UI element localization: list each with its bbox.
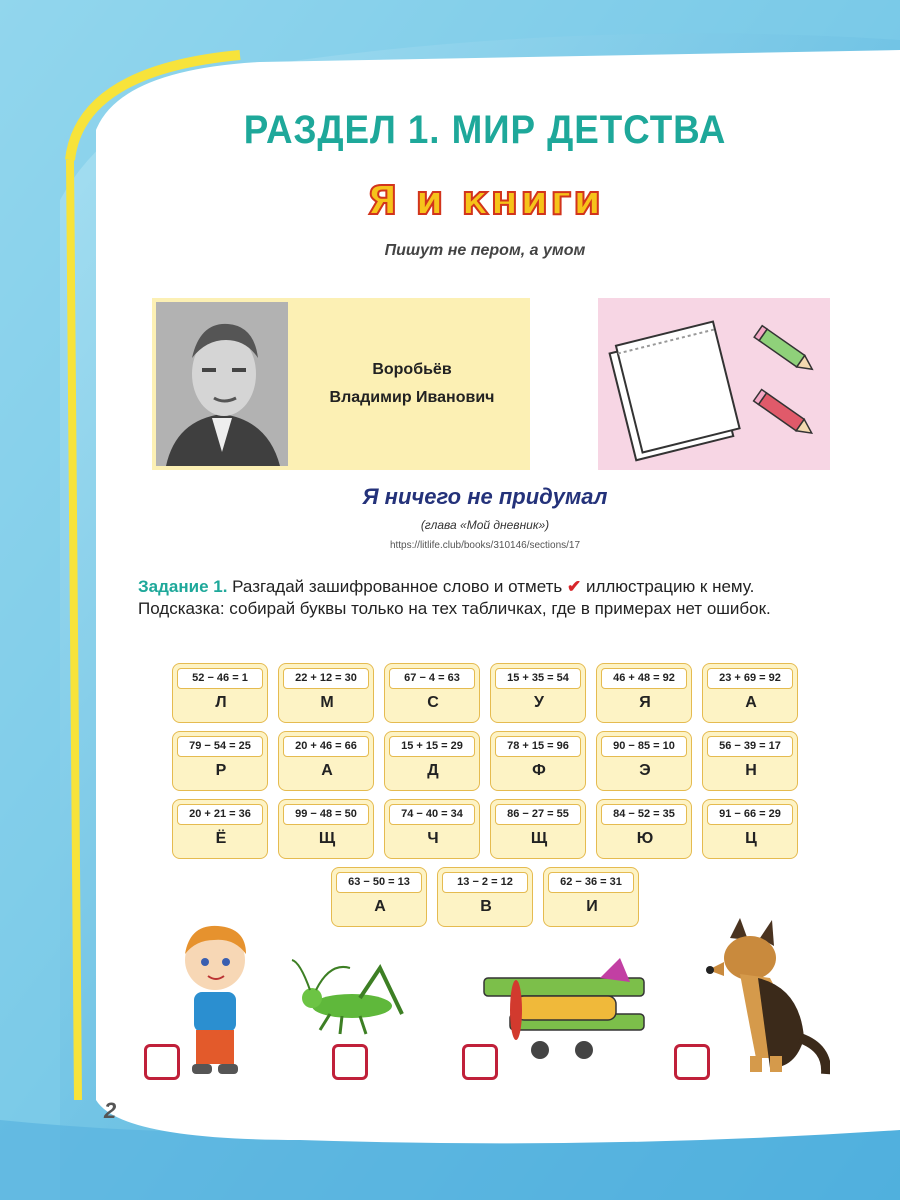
answer-illustrations bbox=[100, 918, 890, 1118]
tile-equation: 15 + 15 = 29 bbox=[389, 736, 475, 757]
pencil-icon bbox=[754, 389, 816, 438]
tile-equation: 23 + 69 = 92 bbox=[707, 668, 793, 689]
cipher-tile bbox=[702, 731, 798, 791]
tile-equation: 79 − 54 = 25 bbox=[177, 736, 263, 757]
checkbox-boy[interactable] bbox=[144, 1044, 180, 1080]
airplane-illustration bbox=[480, 958, 650, 1068]
epigraph: Пишут не пером, а умом bbox=[384, 242, 586, 259]
grasshopper-illustration bbox=[290, 958, 410, 1038]
notebook-illustration bbox=[598, 298, 830, 470]
cipher-tile bbox=[384, 663, 480, 723]
tile-letter: А bbox=[374, 898, 386, 915]
check-mark-icon: ✔ bbox=[566, 577, 582, 596]
tile-letter: Д bbox=[427, 762, 439, 779]
worksheet-page bbox=[100, 88, 890, 1168]
cipher-tile bbox=[278, 731, 374, 791]
tile-letter: И bbox=[586, 898, 598, 915]
author-name bbox=[302, 356, 522, 412]
tile-letter: М bbox=[320, 694, 334, 711]
author-portrait bbox=[156, 302, 288, 466]
tile-equation: 74 − 40 = 34 bbox=[389, 804, 475, 825]
tile-letter: Ц bbox=[745, 830, 757, 847]
tile-equation: 67 − 4 = 63 bbox=[389, 668, 475, 689]
tile-letter: Н bbox=[745, 762, 757, 779]
cipher-tile bbox=[490, 663, 586, 723]
story-chapter: (глава «Мой дневник») bbox=[420, 518, 550, 532]
cipher-tile bbox=[278, 663, 374, 723]
tile-letter: А bbox=[321, 762, 333, 779]
tile-equation: 46 + 48 = 92 bbox=[601, 668, 687, 689]
cipher-tile bbox=[172, 731, 268, 791]
task-instructions bbox=[138, 576, 838, 620]
cipher-tile bbox=[384, 799, 480, 859]
cipher-tile bbox=[278, 799, 374, 859]
tile-equation: 63 − 50 = 13 bbox=[336, 872, 422, 893]
tile-equation: 90 − 85 = 10 bbox=[601, 736, 687, 757]
cipher-tile bbox=[596, 731, 692, 791]
tile-letter: У bbox=[534, 694, 544, 711]
tile-equation: 52 − 46 = 1 bbox=[177, 668, 263, 689]
section-title: РАЗДЕЛ 1. МИР ДЕТСТВА bbox=[243, 108, 727, 152]
cipher-tile bbox=[172, 663, 268, 723]
checkbox-airplane[interactable] bbox=[462, 1044, 498, 1080]
tile-equation: 99 − 48 = 50 bbox=[283, 804, 369, 825]
tile-letter: А bbox=[745, 694, 757, 711]
tile-equation: 22 + 12 = 30 bbox=[283, 668, 369, 689]
tile-letter: Я bbox=[639, 694, 651, 711]
author-given-names: Владимир Иванович bbox=[329, 389, 495, 406]
pencil-icon bbox=[754, 326, 816, 375]
task-text-start: Разгадай зашифрованное слово и отметь bbox=[227, 577, 567, 596]
cipher-tile bbox=[702, 663, 798, 723]
page-number: 2 bbox=[104, 1098, 117, 1123]
tile-equation: 91 − 66 = 29 bbox=[707, 804, 793, 825]
tile-equation: 20 + 21 = 36 bbox=[177, 804, 263, 825]
cipher-tile bbox=[596, 799, 692, 859]
tile-letter: Ю bbox=[636, 830, 654, 847]
tile-equation: 20 + 46 = 66 bbox=[283, 736, 369, 757]
tile-letter: Э bbox=[639, 762, 651, 779]
tile-equation: 62 − 36 = 31 bbox=[548, 872, 634, 893]
task-text-end: иллюстрацию к нему. Подсказка: собирай буквы только на тех табличках, где в примерах нет ошибок. bbox=[138, 577, 771, 618]
dog-illustration bbox=[700, 918, 830, 1078]
checkbox-dog[interactable] bbox=[674, 1044, 710, 1080]
tile-letter: Ё bbox=[215, 830, 227, 847]
tile-equation: 15 + 35 = 54 bbox=[495, 668, 581, 689]
tile-letter: Ф bbox=[532, 762, 546, 779]
tile-letter: Р bbox=[215, 762, 227, 779]
cipher-tile bbox=[172, 799, 268, 859]
checkbox-grasshopper[interactable] bbox=[332, 1044, 368, 1080]
tile-equation: 78 + 15 = 96 bbox=[495, 736, 581, 757]
tile-letter: В bbox=[480, 898, 492, 915]
cipher-tile bbox=[384, 731, 480, 791]
tile-letter: Щ bbox=[318, 830, 336, 847]
cipher-tile bbox=[702, 799, 798, 859]
cipher-tile bbox=[490, 799, 586, 859]
cipher-tile bbox=[490, 731, 586, 791]
boy-illustration bbox=[170, 918, 260, 1088]
author-surname: Воробьёв bbox=[372, 361, 452, 378]
tile-equation: 13 − 2 = 12 bbox=[442, 872, 528, 893]
tile-letter: Л bbox=[215, 694, 227, 711]
story-url: https://litlife.club/books/310146/sections/17 bbox=[389, 540, 581, 551]
story-title: Я ничего не придумал bbox=[362, 484, 608, 509]
cipher-tile bbox=[596, 663, 692, 723]
author-card bbox=[152, 298, 530, 470]
tile-equation: 84 − 52 = 35 bbox=[601, 804, 687, 825]
tile-letter: Ч bbox=[427, 830, 439, 847]
task-label: Задание 1. bbox=[138, 577, 228, 596]
topic-title: Я и книги bbox=[366, 178, 604, 224]
tile-equation: 56 − 39 = 17 bbox=[707, 736, 793, 757]
tile-equation: 86 − 27 = 55 bbox=[495, 804, 581, 825]
tile-letter: С bbox=[427, 694, 439, 711]
tile-letter: Щ bbox=[530, 830, 548, 847]
